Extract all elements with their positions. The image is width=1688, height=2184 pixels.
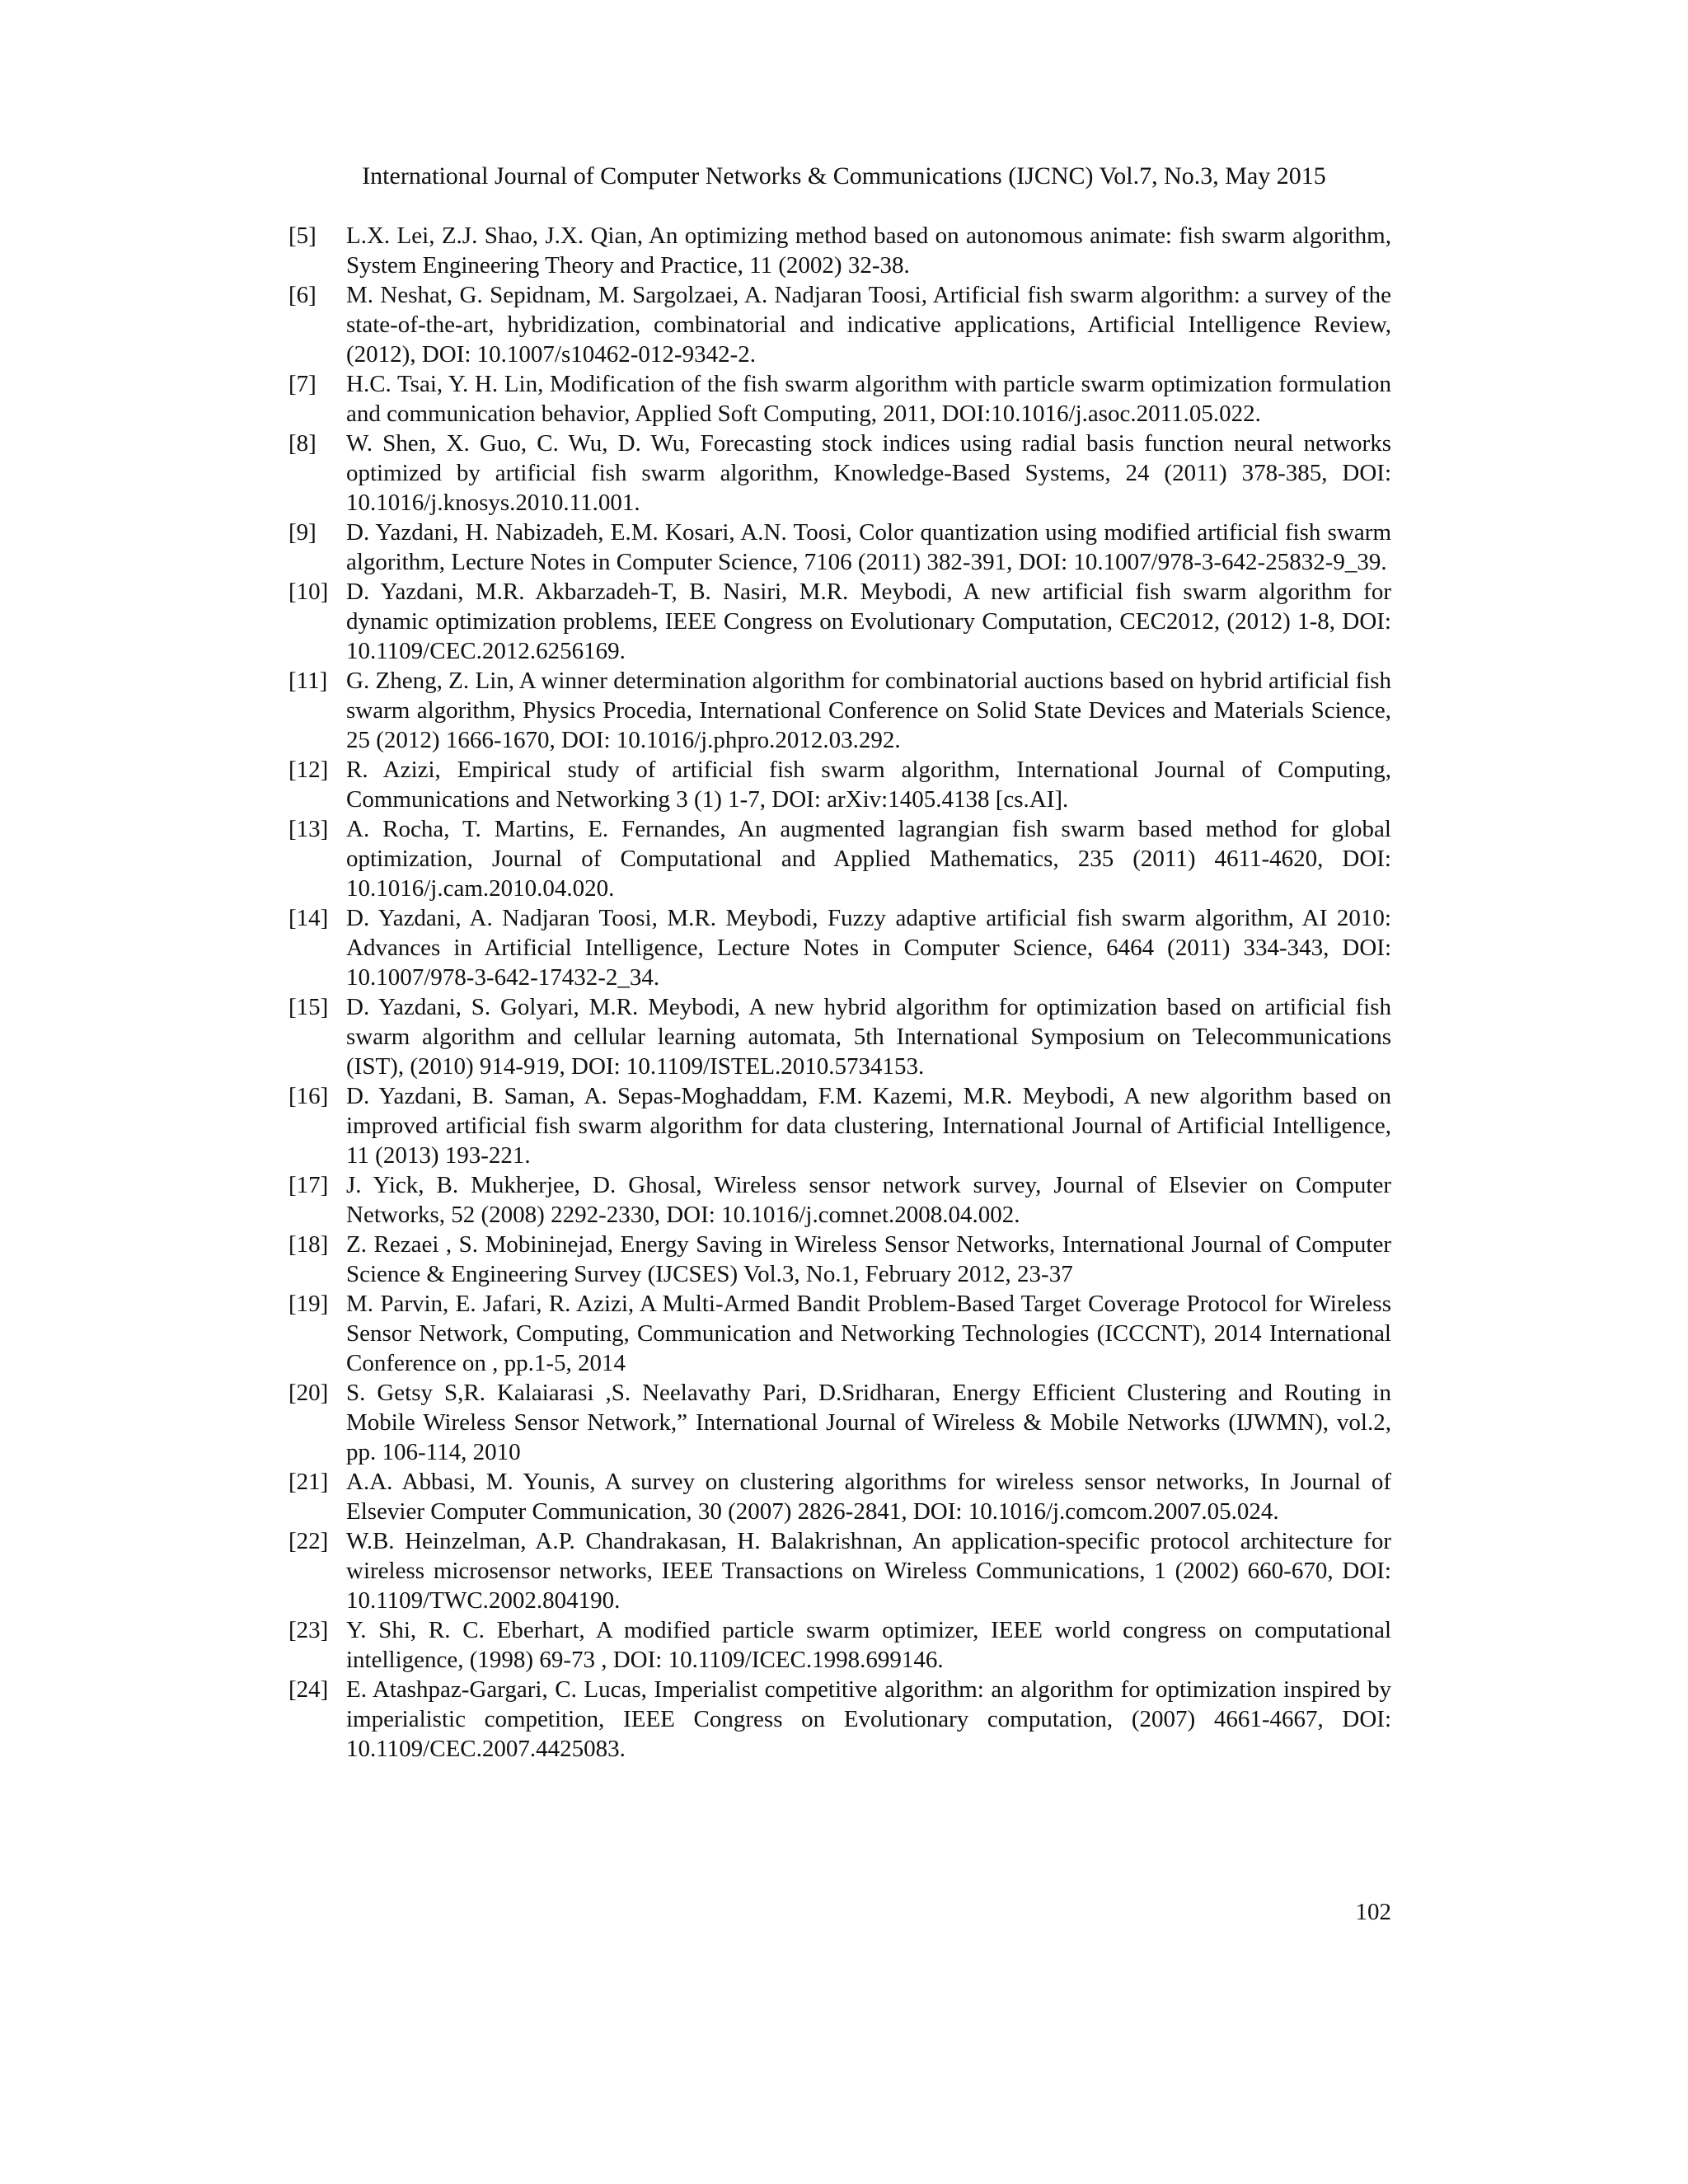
reference-text: D. Yazdani, H. Nabizadeh, E.M. Kosari, A.N. Toosi, Color quantization using modified artificial fish swarm algorithm, Lecture Notes in Computer Science, 7106 (2011) 382-391, DOI: 10.1007/978-3-642-25832-9_39. [346,519,1391,575]
reference-number: [14] [288,905,329,931]
reference-text: D. Yazdani, M.R. Akbarzadeh-T, B. Nasiri, M.R. Meybodi, A new artificial fish swarm algorithm for dynamic optimization problems, IEEE Congress on Evolutionary Computation, CEC2012, (2012) 1-8, DOI: 10.1109/CEC.2012.6256169. [346,579,1391,664]
reference-number: [6] [288,282,316,308]
reference-item [288,429,1391,518]
reference-number: [23] [288,1617,329,1643]
reference-item [288,1615,1391,1675]
reference-text: Z. Rezaei , S. Mobininejad, Energy Saving in Wireless Sensor Networks, International Journal of Computer Science & Engineering Survey (IJCSES) Vol.3, No.1, February 2012, 23-37 [346,1231,1391,1287]
reference-item [288,1378,1391,1467]
reference-text: G. Zheng, Z. Lin, A winner determination algorithm for combinatorial auctions based on hybrid artificial fish swarm algorithm, Physics Procedia, International Conference on Solid State Devices and Materials Science, 25 (2012) 1666-1670, DOI: 10.1016/j.phpro.2012.03.292. [346,668,1391,753]
reference-item [288,1289,1391,1378]
reference-number: [17] [288,1172,329,1198]
reference-text: W. Shen, X. Guo, C. Wu, D. Wu, Forecasting stock indices using radial basis function neural networks optimized by artificial fish swarm algorithm, Knowledge-Based Systems, 24 (2011) 378-385, DOI: 10.1016/j.knosys.2010.11.001. [346,430,1391,516]
reference-text: A.A. Abbasi, M. Younis, A survey on clustering algorithms for wireless sensor networks, In Journal of Elsevier Computer Communication, 30 (2007) 2826-2841, DOI: 10.1016/j.comcom.2007.05.024. [346,1469,1391,1525]
reference-item [288,1081,1391,1170]
reference-number: [8] [288,430,316,457]
reference-number: [22] [288,1528,329,1554]
reference-text: D. Yazdani, B. Saman, A. Sepas-Moghaddam, F.M. Kazemi, M.R. Meybodi, A new algorithm based on improved artificial fish swarm algorithm for data clustering, International Journal of Artificial Intelligence, 11 (2013) 193-221. [346,1083,1391,1169]
reference-number: [20] [288,1380,329,1406]
reference-number: [13] [288,816,329,842]
reference-item [288,1170,1391,1230]
reference-text: Y. Shi, R. C. Eberhart, A modified particle swarm optimizer, IEEE world congress on computational intelligence, (1998) 69-73 , DOI: 10.1109/ICEC.1998.699146. [346,1617,1391,1673]
reference-text: R. Azizi, Empirical study of artificial fish swarm algorithm, International Journal of Computing, Communications and Networking 3 (1) 1-7, DOI: arXiv:1405.4138 [cs.AI]. [346,757,1391,813]
reference-text: H.C. Tsai, Y. H. Lin, Modification of the fish swarm algorithm with particle swarm optimization formulation and communication behavior, Applied Soft Computing, 2011, DOI:10.1016/j.asoc.2011.05.022. [346,371,1391,427]
reference-number: [21] [288,1469,329,1495]
reference-item [288,1675,1391,1764]
running-header: International Journal of Computer Networks & Communications (IJCNC) Vol.7, No.3, May 2015 [362,162,1326,190]
page-number: 102 [1355,1899,1391,1925]
reference-item [288,666,1391,755]
reference-number: [19] [288,1291,329,1317]
reference-number: [16] [288,1083,329,1109]
reference-item [288,1230,1391,1289]
reference-item [288,814,1391,903]
reference-item [288,1526,1391,1615]
reference-item [288,1467,1391,1526]
reference-item [288,221,1391,280]
reference-text: W.B. Heinzelman, A.P. Chandrakasan, H. Balakrishnan, An application-specific protocol architecture for wireless microsensor networks, IEEE Transactions on Wireless Communications, 1 (2002) 660-670, DOI: 10.1109/TWC.2002.804190. [346,1528,1391,1614]
reference-item [288,518,1391,577]
reference-text: J. Yick, B. Mukherjee, D. Ghosal, Wireless sensor network survey, Journal of Elsevier on Computer Networks, 52 (2008) 2292-2330, DOI: 10.1016/j.comnet.2008.04.002. [346,1172,1391,1228]
reference-text: A. Rocha, T. Martins, E. Fernandes, An augmented lagrangian fish swarm based method for global optimization, Journal of Computational and Applied Mathematics, 235 (2011) 4611-4620, DOI: 10.1016/j.cam.2010.04.020. [346,816,1391,902]
reference-number: [9] [288,519,316,546]
reference-item [288,577,1391,666]
reference-text: E. Atashpaz-Gargari, C. Lucas, Imperialist competitive algorithm: an algorithm for optimization inspired by imperialistic competition, IEEE Congress on Evolutionary computation, (2007) 4661-4667, DOI: 10.1109/CEC.2007.4425083. [346,1676,1391,1762]
reference-item [288,369,1391,429]
reference-text: L.X. Lei, Z.J. Shao, J.X. Qian, An optimizing method based on autonomous animate: fish swarm algorithm, System Engineering Theory and Practice, 11 (2002) 32-38. [346,223,1391,279]
reference-number: [10] [288,579,329,605]
reference-number: [15] [288,994,329,1020]
reference-item [288,992,1391,1081]
reference-number: [24] [288,1676,329,1703]
reference-text: M. Neshat, G. Sepidnam, M. Sargolzaei, A. Nadjaran Toosi, Artificial fish swarm algorithm: a survey of the state-of-the-art, hybridization, combinatorial and indicative applications, Artificial Intelligence Review, (2012), DOI: 10.1007/s10462-012-9342-2. [346,282,1391,368]
reference-text: D. Yazdani, S. Golyari, M.R. Meybodi, A new hybrid algorithm for optimization based on artificial fish swarm algorithm and cellular learning automata, 5th International Symposium on Telecommunications (IST), (2010) 914-919, DOI: 10.1109/ISTEL.2010.5734153. [346,994,1391,1080]
reference-number: [7] [288,371,316,397]
reference-number: [11] [288,668,328,694]
reference-text: S. Getsy S,R. Kalaiarasi ,S. Neelavathy Pari, D.Sridharan, Energy Efficient Clustering and Routing in Mobile Wireless Sensor Network,” International Journal of Wireless & Mobile Networks (IJWMN), vol.2, pp. 106-114, 2010 [346,1380,1391,1465]
reference-list [288,221,1391,1764]
reference-item [288,755,1391,814]
reference-item [288,280,1391,369]
reference-number: [18] [288,1231,329,1258]
reference-item [288,903,1391,992]
reference-text: D. Yazdani, A. Nadjaran Toosi, M.R. Meybodi, Fuzzy adaptive artificial fish swarm algorithm, AI 2010: Advances in Artificial Intelligence, Lecture Notes in Computer Science, 6464 (2011) 334-343, DOI: 10.1007/978-3-642-17432-2_34. [346,905,1391,991]
reference-text: M. Parvin, E. Jafari, R. Azizi, A Multi-Armed Bandit Problem-Based Target Coverage Protocol for Wireless Sensor Network, Computing, Communication and Networking Technologies (ICCCNT), 2014 International Conference on , pp.1-5, 2014 [346,1291,1391,1376]
reference-number: [12] [288,757,329,783]
reference-number: [5] [288,223,316,249]
